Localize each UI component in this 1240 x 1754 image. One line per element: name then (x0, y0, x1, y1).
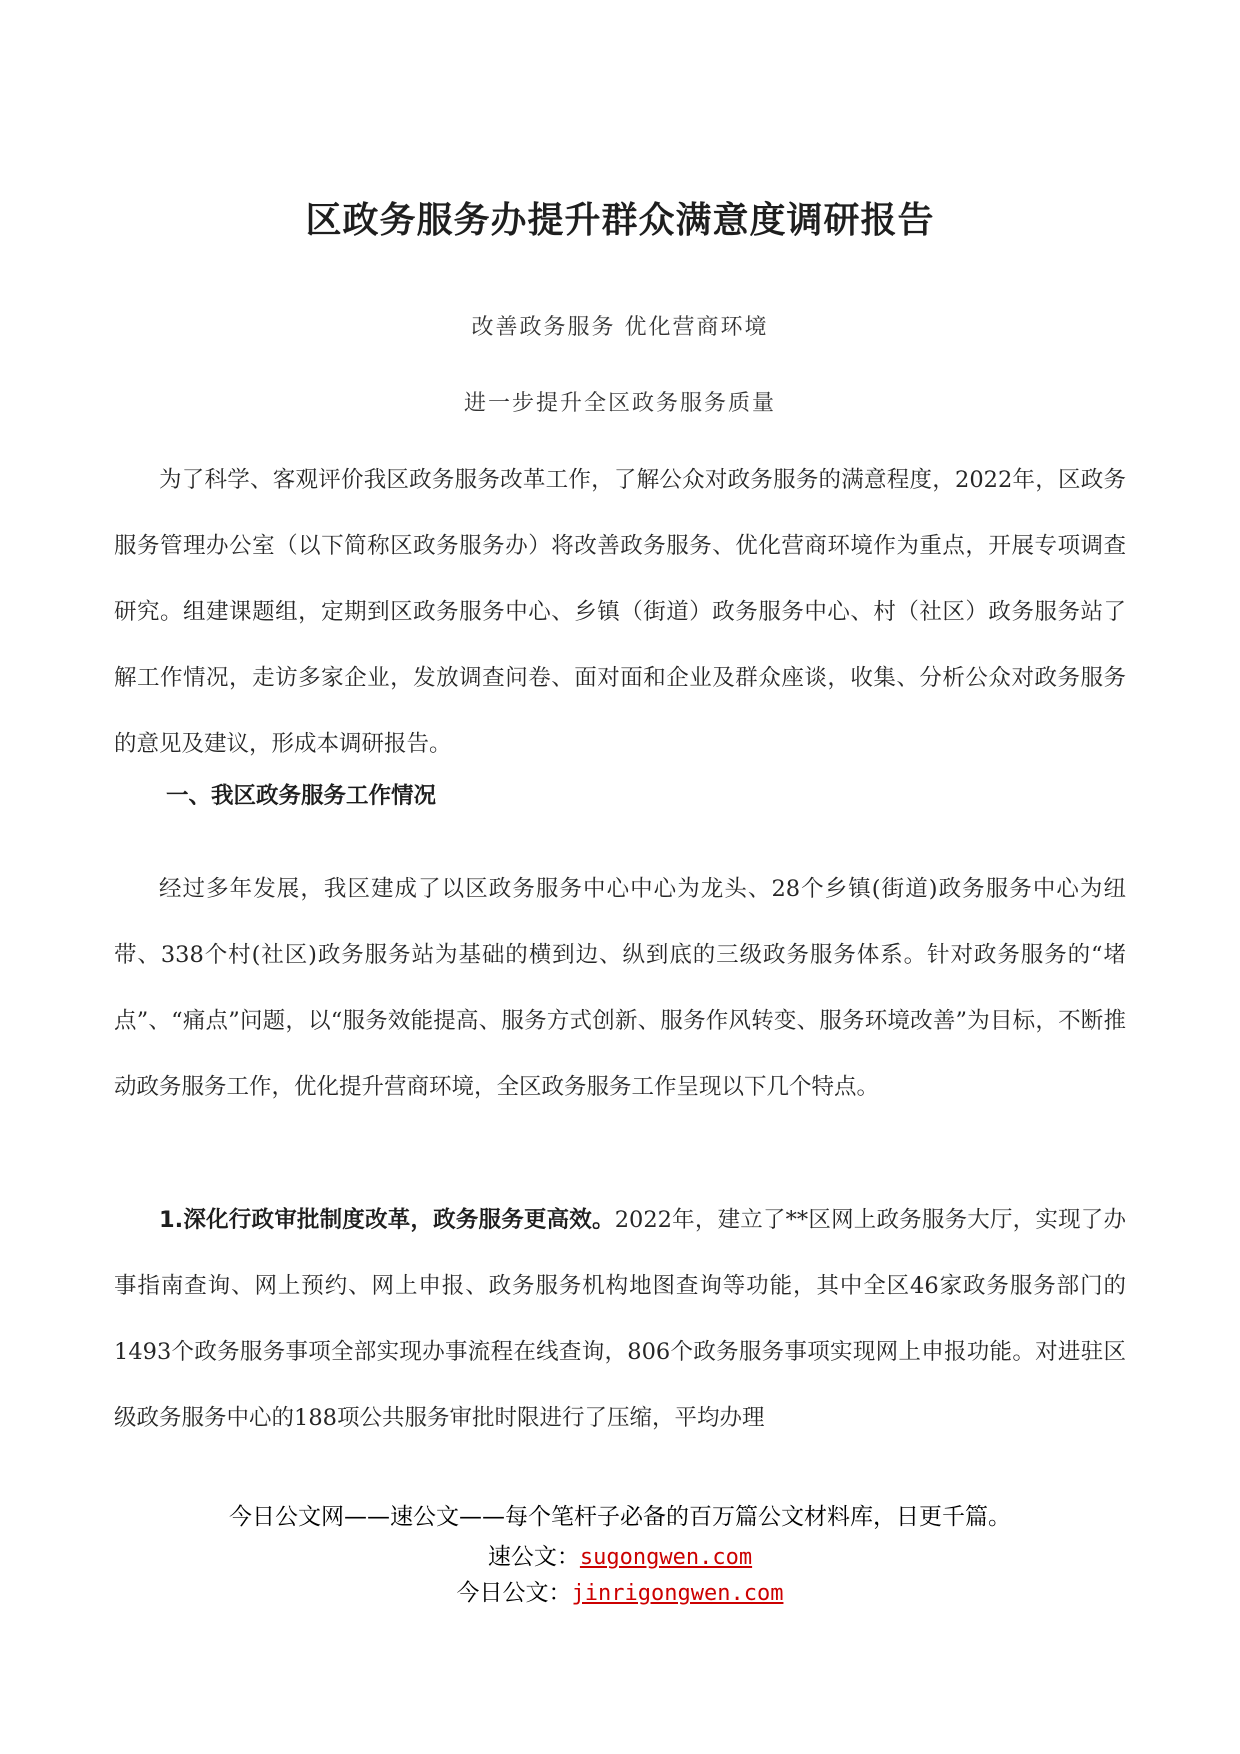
document-title: 区政务服务办提升群众满意度调研报告 (305, 200, 935, 241)
footer-jinrigongwen (0, 1574, 1240, 1607)
section-1-heading: 一、我区政务服务工作情况 (166, 783, 437, 809)
footer-jinrigongwen-label: 今日公文： (456, 1580, 572, 1606)
point-1-body: 2022年，建立了**区网上政务服务大厅，实现了办事指南查询、网上预约、网上申报、政务服务机构地图查询等功能，其中全区46家政务服务部门的1493个政务服务事项全部实现办事流程在线查询，806个政务服务事项实现网上申报功能。对进驻区级政务服务中心的188项公共服务审批时限进行了压缩，平均办理 (114, 1207, 1126, 1431)
footer-sugongwen (0, 1538, 1240, 1571)
point-1-lead: 1.深化行政审批制度改革，政务服务更高效。 (159, 1207, 615, 1233)
point-1-paragraph (114, 1187, 1126, 1451)
sugongwen-link[interactable]: sugongwen.com (579, 1545, 753, 1570)
subtitle-2: 进一步提升全区政务服务质量 (463, 391, 776, 416)
footer-banner: 今日公文网——速公文——每个笔杆子必备的百万篇公文材料库，日更千篇。 (229, 1504, 1011, 1530)
footer-sugongwen-label: 速公文： (487, 1544, 580, 1570)
subtitle-1: 改善政务服务 优化营商环境 (471, 315, 769, 340)
jinrigongwen-link[interactable]: jinrigongwen.com (571, 1581, 784, 1606)
section-1-paragraph: 经过多年发展，我区建成了以区政务服务中心中心为龙头、28个乡镇(街道)政务服务中心为纽带、338个村(社区)政务服务站为基础的横到边、纵到底的三级政务服务体系。针对政务服务的“堵点”、“痛点”问题，以“服务效能提高、服务方式创新、服务作风转变、服务环境改善”为目标，不断推动政务服务工作，优化提升营商环境，全区政务服务工作呈现以下几个特点。 (114, 876, 1126, 1100)
intro-paragraph: 为了科学、客观评价我区政务服务改革工作，了解公众对政务服务的满意程度，2022年，区政务服务管理办公室（以下简称区政务服务办）将改善政务服务、优化营商环境作为重点，开展专项调查研究。组建课题组，定期到区政务服务中心、乡镇（街道）政务服务中心、村（社区）政务服务站了解工作情况，走访多家企业，发放调查问卷、面对面和企业及群众座谈，收集、分析公众对政务服务的意见及建议，形成本调研报告。 (114, 467, 1126, 757)
